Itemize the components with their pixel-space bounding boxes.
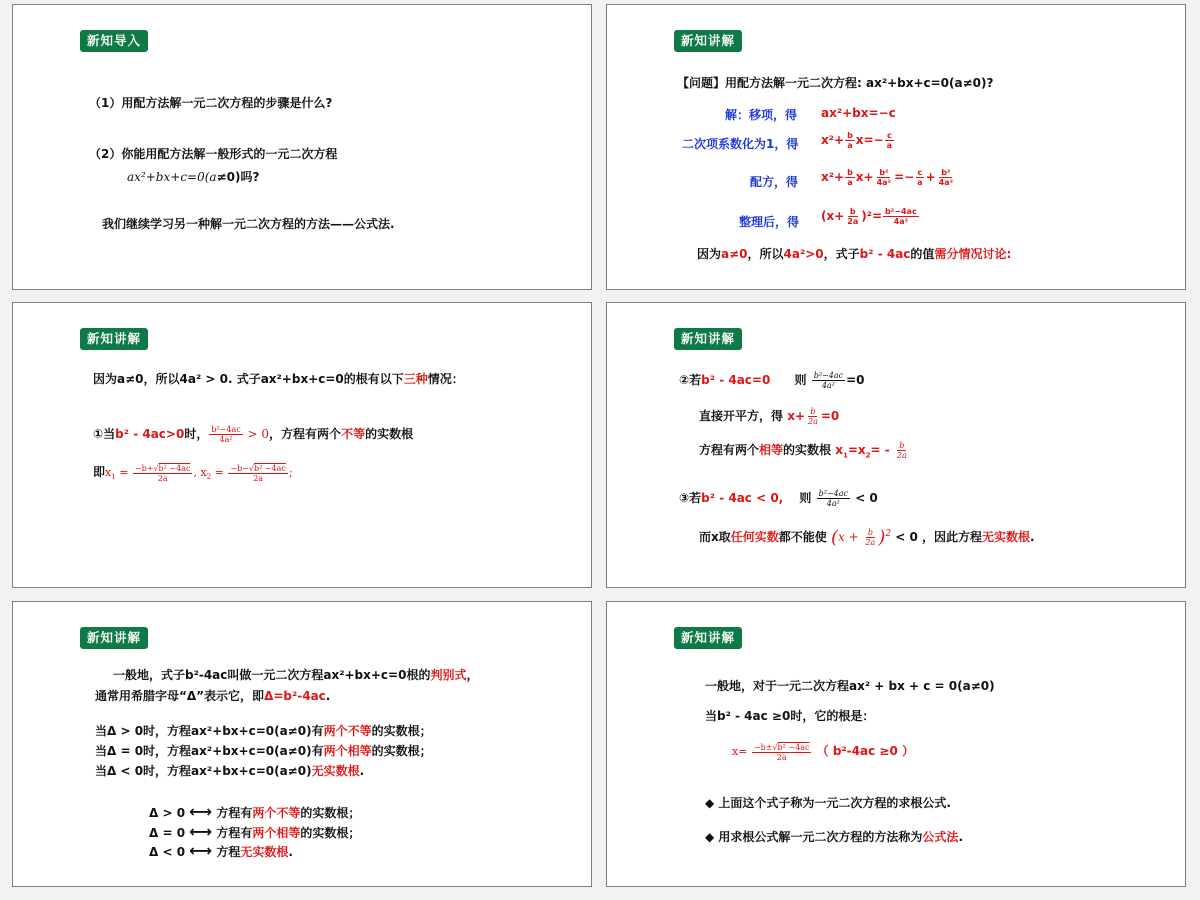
slide-6 [606, 601, 1186, 887]
equivalence-zero: Δ = 0 ⟷ 方程有两个相等的实数根； [149, 822, 361, 841]
discriminant-def-2: 通常用希腊字母“Δ”表示它，即Δ=b²-4ac. [95, 689, 331, 703]
slide-tag: 新知讲解 [674, 328, 742, 350]
step3-label: 配方，得 [750, 175, 799, 189]
case-3: ③若b² - 4ac < 0, 则 $\frac{\text{b²−4ac}}{\text{4a²}}$ < 0 [679, 489, 878, 508]
slide-4 [606, 302, 1186, 588]
step4-label: 整理后，得 [739, 215, 800, 229]
rule-positive: 当Δ > 0时，方程ax²+bx+c=0(a≠0)有两个不等的实数根； [95, 724, 432, 738]
double-arrow-icon: ⟷ [189, 802, 213, 821]
slide-tag: 新知讲解 [80, 627, 148, 649]
slide-tag: 新知导入 [80, 30, 148, 52]
problem-statement: 【问题】用配方法解一元二次方程: ax²+bx+c=0(a≠0)? [677, 76, 994, 90]
discussion-conclusion: 因为a≠0，所以4a²>0，式子b² - 4ac的值需分情况讨论: [697, 247, 1012, 261]
equal-roots: 方程有两个相等的实数根 $x_1=x_2=$ - $\frac{b}{2a}$ [699, 441, 907, 460]
equivalence-negative: Δ < 0 ⟷ 方程无实数根. [149, 841, 293, 860]
step1-label: 解：移项，得 [725, 108, 798, 122]
roots-formula-line: 即$x_1$ = $\frac{\text{−b+√b² −4ac}}{2a}$ , $x_2$ = $\frac{\text{−b−√b² −4ac}}{2a}$ ; [93, 463, 293, 483]
case-1: ①当b² - 4ac>0时， $\frac{\text{b²−4ac}}{\text{4a²}}$ > 0，方程有两个不等的实数根 [93, 425, 414, 444]
question-2: （2）你能用配方法解一般形式的一元二次方程 [89, 147, 338, 161]
slide-tag: 新知讲解 [674, 30, 742, 52]
slide-1 [12, 4, 592, 290]
step2-label: 二次项系数化为1，得 [682, 137, 799, 151]
bullet-method-name: ◆ 用求根公式解一元二次方程的方法称为公式法. [705, 830, 963, 844]
double-arrow-icon: ⟷ [189, 841, 213, 860]
three-cases-intro: 因为a≠0，所以4a² > 0. 式子ax²+bx+c=0的根有以下三种情况： [93, 372, 464, 386]
slide-2 [606, 4, 1186, 290]
quadratic-formula: x= $\frac{\text{−b±√b² −4ac}}{2a}$ （ b²-4ac ≥0 ） [732, 742, 914, 762]
square-root-step: 直接开平方，得 x+ $\frac{b}{2a}$ =0 [699, 407, 840, 426]
step1-expr: ax²+bx=−c [821, 106, 896, 120]
condition-line: 当b² - 4ac ≥0时，它的根是： [705, 709, 875, 723]
slide-3 [12, 302, 592, 588]
slide-tag: 新知讲解 [674, 627, 742, 649]
discriminant-def-1: 一般地，式子b²-4ac叫做一元二次方程ax²+bx+c=0根的判别式， [113, 668, 479, 682]
equivalence-positive: Δ > 0 ⟷ 方程有两个不等的实数根； [149, 802, 361, 821]
question-1: （1）用配方法解一元二次方程的步骤是什么? [89, 96, 333, 110]
general-equation: 一般地，对于一元二次方程ax² + bx + c = 0(a≠0) [705, 679, 995, 693]
slide-5 [12, 601, 592, 887]
rule-negative: 当Δ < 0时，方程ax²+bx+c=0(a≠0)无实数根. [95, 764, 365, 778]
no-real-roots: 而x取任何实数都不能使 (x + $\frac{b}{2a}$ )$^2$ < 0 ，因此方程无实数根. [699, 527, 1035, 548]
step4-expr: (x+ $\frac{b}{2a}$ )²= $\frac{\text{b²−4ac}}{\text{4a²}}$ [821, 207, 917, 226]
question-2-equation: ax²+bx+c=0(a≠0)吗? [127, 170, 260, 184]
slide-tag: 新知讲解 [80, 328, 148, 350]
double-arrow-icon: ⟷ [189, 822, 213, 841]
step2-expr: x²+ $\frac{b}{a}$ x=− $\frac{c}{a}$ [821, 131, 893, 150]
formula-method-intro: 我们继续学习另一种解一元二次方程的方法——公式法. [102, 217, 395, 231]
case-2: ②若b² - 4ac=0 则 $\frac{\text{b²−4ac}}{\text{4a²}}$ =0 [679, 371, 865, 390]
step3-expr: x²+ $\frac{b}{a}$ x+ $\frac{\text{b²}}{\text{4a²}}$ =− $\frac{c}{a}$ + $\frac{\text{b²}}{\text{4a²}}$ [821, 168, 954, 187]
rule-zero: 当Δ = 0时，方程ax²+bx+c=0(a≠0)有两个相等的实数根； [95, 744, 432, 758]
bullet-formula-name: ◆ 上面这个式子称为一元二次方程的求根公式. [705, 796, 951, 810]
